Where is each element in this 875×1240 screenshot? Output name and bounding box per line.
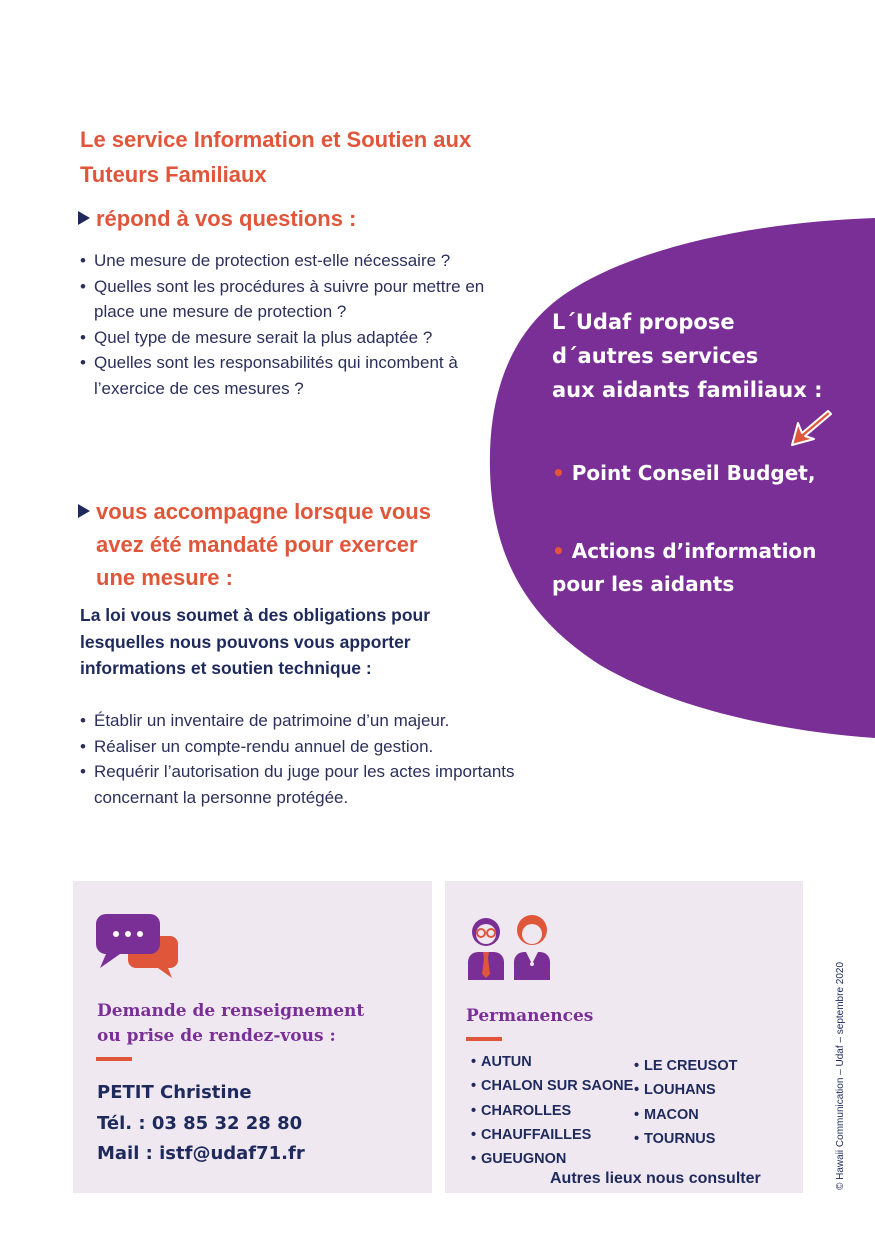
list-item: • Quelles sont les responsabilités qui incombent à l’exercice de ces mesures ?: [80, 350, 510, 401]
list-item: • CHALON SUR SAONE: [471, 1074, 633, 1098]
section2-list: [80, 708, 520, 810]
triangle-arrow-icon: [78, 504, 90, 518]
triangle-arrow-icon: [78, 211, 90, 225]
udaf-title-line: d´autres services: [552, 344, 759, 368]
section2-intro: La loi vous soumet à des obligations pour lesquelles nous pouvons vous apporter informations et soutien technique :: [80, 605, 431, 678]
contact-heading-line: ou prise de rendez-vous :: [97, 1026, 336, 1046]
list-item: • TOURNUS: [634, 1127, 737, 1151]
list-item: • CHAUFFAILLES: [471, 1123, 633, 1147]
other-places-note: Autres lieux nous consulter: [550, 1170, 761, 1187]
divider: [466, 1037, 502, 1041]
towns-list: [471, 1050, 633, 1171]
udaf-title-line: aux aidants familiaux :: [552, 378, 823, 402]
udaf-service-label: Point Conseil Budget,: [571, 461, 816, 485]
list-item: • Établir un inventaire de patrimoine d’un majeur.: [80, 708, 520, 734]
permanences-heading: Permanences: [466, 1006, 594, 1026]
section1-list: [80, 248, 510, 401]
page-title: Le service Information et Soutien aux Tuteurs Familiaux: [80, 127, 472, 187]
list-item: • Quelles sont les procédures à suivre pour mettre en place une mesure de protection ?: [80, 274, 510, 325]
arrow-down-left-icon: [788, 405, 832, 449]
two-people-icon: [464, 912, 560, 982]
contact-phone[interactable]: Tél. : 03 85 32 28 80: [97, 1112, 303, 1134]
list-item: • Réaliser un compte-rendu annuel de gestion.: [80, 734, 520, 760]
towns-list: [634, 1054, 737, 1151]
contact-heading-line: Demande de renseignement: [97, 1001, 365, 1021]
copyright-credit: © Hawaii Communication – Udaf – septembre 2020: [835, 961, 846, 1190]
chat-bubbles-icon: [96, 912, 180, 980]
divider: [96, 1057, 132, 1061]
list-item: • AUTUN: [471, 1050, 633, 1074]
udaf-title-line: L´Udaf propose: [552, 310, 735, 334]
section1-heading-text: répond à vos questions :: [96, 206, 357, 231]
section2-heading: [76, 495, 436, 594]
udaf-service-item: • Actions d’information pour les aidants: [552, 539, 817, 596]
udaf-service-item: • Point Conseil Budget,: [552, 461, 816, 485]
list-item: • Une mesure de protection est-elle nécessaire ?: [80, 248, 510, 274]
list-item: • MACON: [634, 1103, 737, 1127]
contact-details: [97, 1078, 417, 1170]
list-item: • CHAROLLES: [471, 1099, 633, 1123]
contact-heading: [97, 999, 397, 1049]
list-item: • Requérir l’autorisation du juge pour les actes importants concernant la personne protégée.: [80, 759, 520, 810]
contact-mail[interactable]: Mail : istf@udaf71.fr: [97, 1143, 305, 1164]
contact-name: PETIT Christine: [97, 1082, 252, 1103]
section2-heading-text: vous accompagne lorsque vous avez été mandaté pour exercer une mesure :: [96, 499, 431, 590]
udaf-service-label: Actions d’information pour les aidants: [552, 539, 817, 596]
list-item: • GUEUGNON: [471, 1147, 633, 1171]
list-item: • LOUHANS: [634, 1078, 737, 1102]
list-item: • Quel type de mesure serait la plus adaptée ?: [80, 325, 510, 351]
list-item: • LE CREUSOT: [634, 1054, 737, 1078]
udaf-services-heading: [552, 305, 852, 407]
